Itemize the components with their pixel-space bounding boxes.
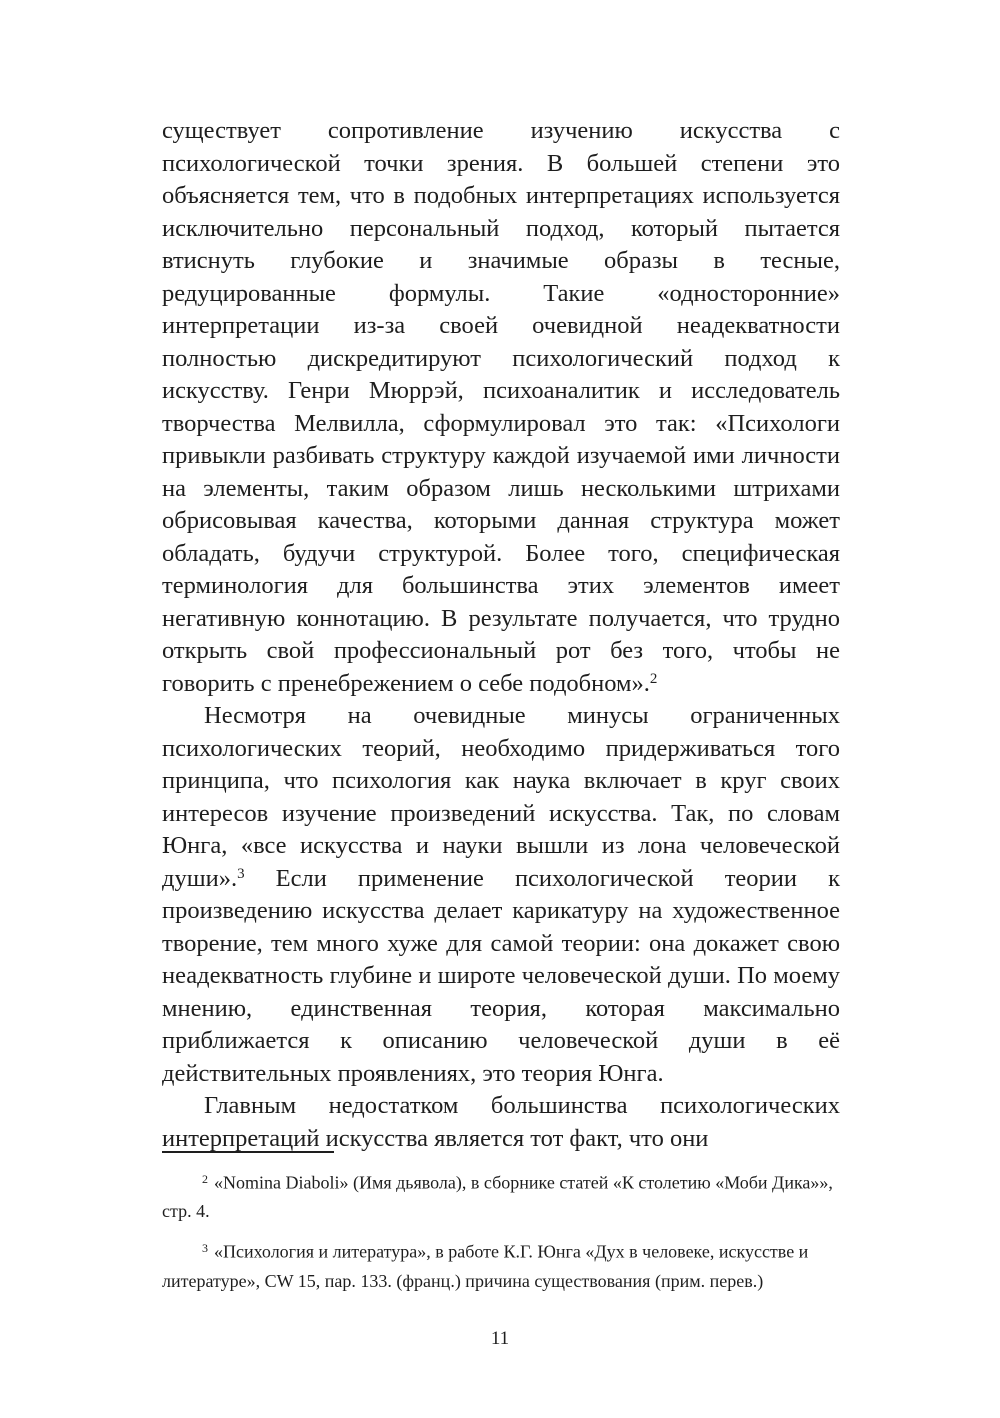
footnote-number: 3 bbox=[202, 1241, 208, 1256]
footnote-text: «Психология и литература», в работе К.Г. Юнга «Дух в человеке, искусстве и литературе», CW 15, пар. 133. (франц.) причина существования (прим. перев.) bbox=[162, 1241, 809, 1291]
paragraph-3 bbox=[162, 1090, 840, 1155]
footnote-ref-3[interactable]: 3 bbox=[237, 865, 245, 882]
paragraph-2 bbox=[162, 700, 840, 1090]
footnote-separator bbox=[162, 1151, 334, 1153]
footnote-ref-2[interactable]: 2 bbox=[649, 670, 658, 687]
paragraph-3-text: Главным недостатком большинства психологических интерпретаций искусства является тот факт, что они bbox=[162, 1092, 840, 1152]
page-number: 11 bbox=[490, 1328, 510, 1349]
footnote-3 bbox=[162, 1234, 840, 1295]
paragraph-1 bbox=[162, 115, 840, 700]
paragraph-2-text-a: Несмотря на очевидные минусы ограниченных психологических теорий, необходимо придерживаться того принципа, что психология как наука включает в круг своих интересов изучение произведений искусства. Так, по словам Юнга, «все искусства и науки вышли из лона человеческой души». bbox=[162, 702, 840, 892]
paragraph-1-text: существует сопротивление изучению искусства с психологической точки зрения. В большей степени это объясняется тем, что в подобных интерпретациях используется исключительно персональный подход, который пытается втиснуть глубокие и значимые образы в тесные, редуцированные формулы. Такие «односторонние» интерпретации из-за своей очевидной неадекватности полностью дискредитируют психологический подход к искусству. Генри Мюррэй, психоаналитик и исследователь творчества Мелвилла, сформулировал это так: «Психологи привыкли разбивать структуру каждой изучаемой ими личности на элементы, таким образом лишь несколькими штрихами обрисовывая качества, которыми данная структура может обладать, будучи структурой. Более того, специфическая терминология для большинства этих элементов имеет негативную коннотацию. В результате получается, что трудно открыть свой профессиональный рот без того, чтобы не говорить с пренебрежением о себе подобном». bbox=[162, 117, 840, 697]
main-text bbox=[162, 115, 840, 1155]
footnote-number: 2 bbox=[202, 1172, 208, 1186]
footnote-2 bbox=[162, 1165, 840, 1226]
paragraph-2-text-b: Если применение психологической теории к произведению искусства делает карикатуру на художественное творение, тем много хуже для самой теории: она докажет свою неадекватность глубине и широте человеческой души. По моему мнению, единственная теория, которая максимально приближается к описанию человеческой души в её действительных проявлениях, это теория Юнга. bbox=[162, 864, 840, 1087]
footnotes bbox=[162, 1165, 840, 1304]
footnote-text: «Nomina Diaboli» (Имя дьявола), в сборнике статей «К столетию «Моби Дика»», стр. 4. bbox=[162, 1172, 833, 1222]
